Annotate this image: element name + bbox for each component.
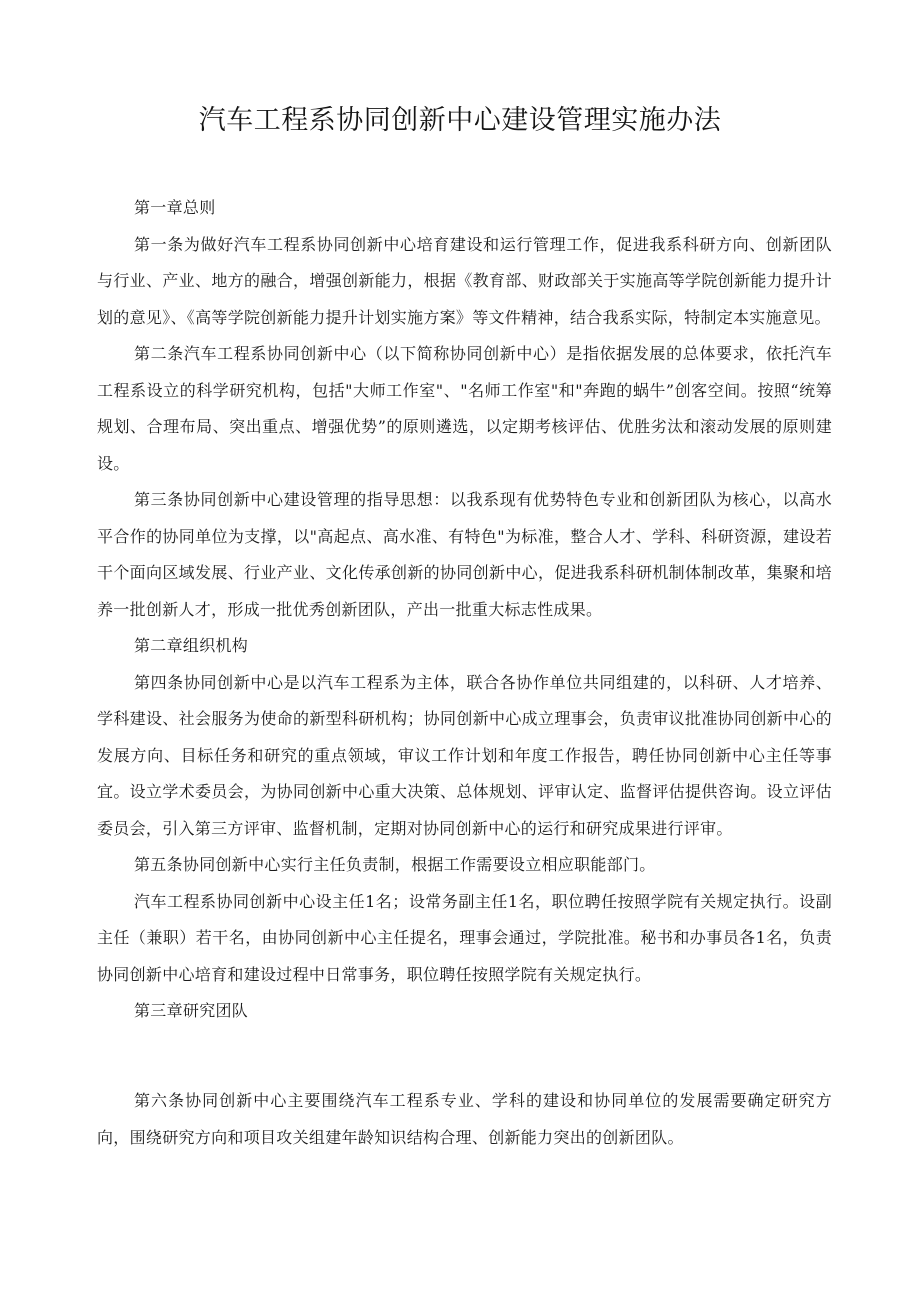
article-4-text: 协同创新中心是以汽车工程系为主体，联合各协作单位共同组建的，以科研、人才培养、学科建设、社会服务为使命的新型科研机构；协同创新中心成立理事会，负责审议批准协同创新中心的发展方向、目标任务和研究的重点领域，审议工作计划和年度工作报告，聘任协同创新中心主任等事宜。设立学术委员会，为协同创新中心重大决策、总体规划、评审认定、监督评估提供咨询。设立评估委员会，引入第三方评审、监督机制，定期对协同创新中心的运行和研究成果进行评审。 xyxy=(97,672,833,838)
document-body-continued xyxy=(97,1083,832,1156)
article-1-label: 第一条 xyxy=(134,234,184,254)
article-5 xyxy=(97,847,832,884)
article-5-text: 协同创新中心实行主任负责制，根据工作需要设立相应职能部门。 xyxy=(182,855,656,874)
document-title: 汽车工程系协同创新中心建设管理实施办法 xyxy=(198,105,722,136)
article-4 xyxy=(97,665,832,848)
article-6-label: 第六条 xyxy=(134,1091,186,1110)
article-2 xyxy=(97,336,832,482)
document-body xyxy=(97,190,832,1030)
chapter-3-heading: 第三章研究团队 xyxy=(134,1001,249,1020)
article-4-label: 第四条 xyxy=(134,672,184,692)
article-3-text: 协同创新中心建设管理的指导思想：以我系现有优势特色专业和创新团队为核心，以高水平合作的协同单位为支撑，以"高起点、高水准、有特色"为标准，整合人才、学科、科研资源，建设若干个面向区域发展、行业产业、文化传承创新的协同创新中心，促进我系科研机制体制改革，集聚和培养一批创新人才，形成一批优秀创新团队，产出一批重大标志性成果。 xyxy=(97,490,833,619)
chapter-1-heading: 第一章总则 xyxy=(134,198,216,217)
staff-paragraph: 汽车工程系协同创新中心设主任1名；设常务副主任1名，职位聘任按照学院有关规定执行。设副主任（兼职）若干名，由协同创新中心主任提名，理事会通过，学院批准。秘书和办事员各1名，负责协同创新中心培育和建设过程中日常事务，职位聘任按照学院有关规定执行。 xyxy=(97,891,832,984)
article-2-label: 第二条 xyxy=(134,344,184,363)
article-3 xyxy=(97,482,832,628)
article-6 xyxy=(97,1083,832,1156)
article-1 xyxy=(97,227,832,337)
article-6-text: 协同创新中心主要围绕汽车工程系专业、学科的建设和协同单位的发展需要确定研究方向，围绕研究方向和项目攻关组建年龄知识结构合理、创新能力突出的创新团队。 xyxy=(97,1091,833,1147)
article-3-label: 第三条 xyxy=(134,490,184,509)
article-5-label: 第五条 xyxy=(134,855,183,874)
article-2-text: 汽车工程系协同创新中心（以下简称协同创新中心）是指依据发展的总体要求，依托汽车工程系设立的科学研究机构，包括"大师工作室"、"名师工作室"和"奔跑的蜗牛”创客空间。按照“统筹规划、合理布局、突出重点、增强优势”的原则遴选，以定期考核评估、优胜劣汰和滚动发展的原则建设。 xyxy=(97,344,833,473)
chapter-2-heading: 第二章组织机构 xyxy=(134,636,249,655)
article-1-text: 为做好汽车工程系协同创新中心培育建设和运行管理工作，促进我系科研方向、创新团队与行业、产业、地方的融合，增强创新能力，根据《教育部、财政部关于实施高等学院创新能力提升计划的意见》、《高等学院创新能力提升计划实施方案》等文件精神，结合我系实际，特制定本实施意见。 xyxy=(97,234,833,327)
